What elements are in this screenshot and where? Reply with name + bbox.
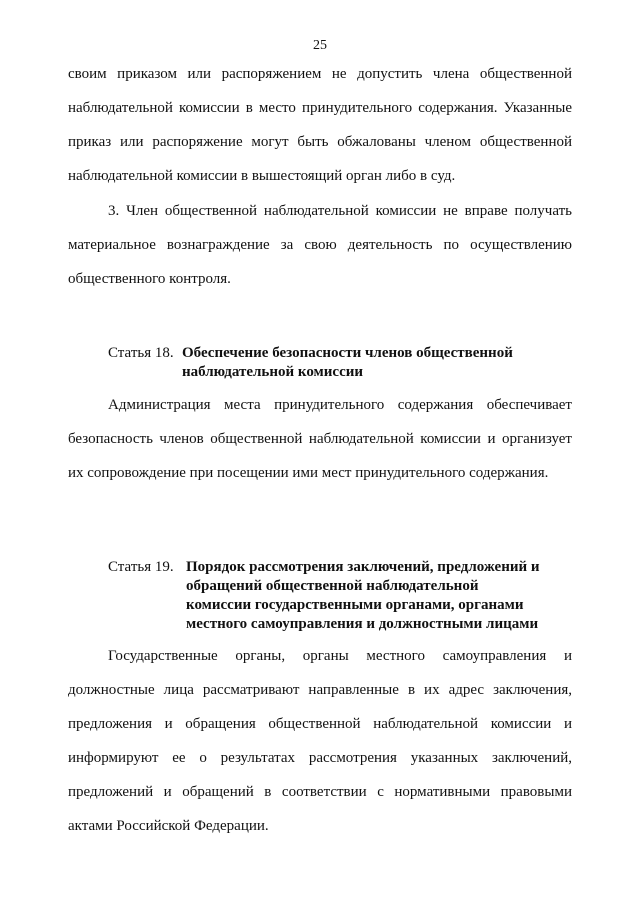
article-18-label: Статья 18.: [108, 345, 174, 361]
page-number: 25: [313, 38, 327, 53]
article-19-title: Порядок рассмотрения заключений, предложений и обращений общественной наблюдательной комиссии государственными органами, органами местного самоуправления и должностными лицами: [186, 559, 540, 632]
article-18-title: Обеспечение безопасности членов общественной наблюдательной комиссии: [182, 345, 513, 380]
continuation-paragraph: своим приказом или распоряжением не допустить члена общественной наблюдательной комиссии в место принудительного содержания. Указанные приказ или распоряжение могут быть обжалованы членом общественной наблюдательной комиссии в вышестоящий орган либо в суд.: [68, 66, 572, 184]
point-3-paragraph: 3. Член общественной наблюдательной комиссии не вправе получать материальное вознаграждение за свою деятельность по осуществлению общественного контроля.: [68, 203, 572, 287]
article-19-text: Государственные органы, органы местного самоуправления и должностные лица рассматривают направленные в их адрес заключения, предложения и обращения общественной наблюдательной комиссии и информируют ее о результатах рассмотрения указанных заключений, предложений и обращений в соответствии с нормативными правовыми актами Российской Федерации.: [68, 648, 572, 834]
article-19-label: Статья 19.: [108, 559, 174, 575]
article-18-text: Администрация места принудительного содержания обеспечивает безопасность членов общественной наблюдательной комиссии и организует их сопровождение при посещении ими мест принудительного содержания.: [68, 397, 572, 481]
